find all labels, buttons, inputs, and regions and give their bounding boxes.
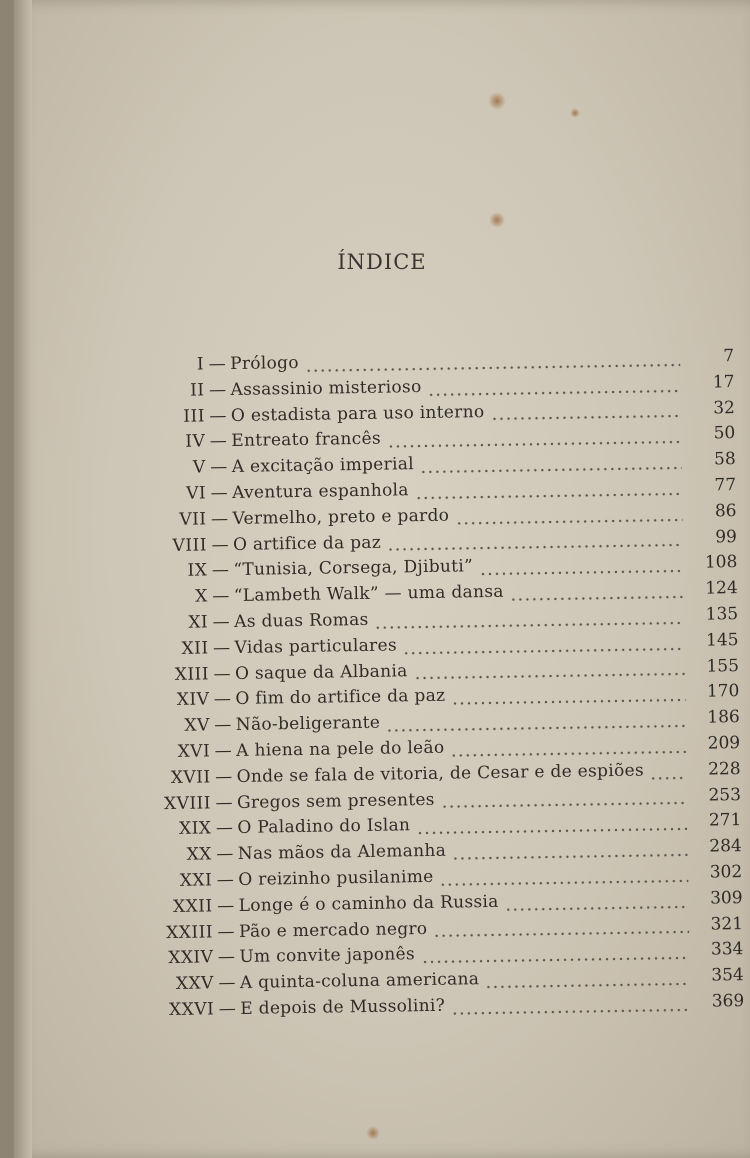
table-of-contents <box>104 346 744 1027</box>
page-number: 17 <box>712 371 735 393</box>
leader-dots <box>420 466 682 474</box>
separator-dash: — <box>211 560 230 581</box>
chapter-title: Entreato francês <box>231 429 382 452</box>
chapter-number: III <box>183 406 206 427</box>
chapter-title: A excitação imperial <box>231 454 415 478</box>
separator-dash: — <box>209 405 227 426</box>
chapter-title: As duas Romas <box>234 609 369 632</box>
separator-dash: — <box>217 921 235 942</box>
page-number: 145 <box>705 629 739 651</box>
chapter-number: V <box>192 457 206 478</box>
page-title: ÍNDICE <box>337 250 427 274</box>
separator-dash: — <box>217 947 236 968</box>
chapter-number: XVI <box>177 741 211 762</box>
leader-dots <box>451 1008 690 1016</box>
chapter-number: XXI <box>179 870 213 891</box>
page-number: 135 <box>705 604 739 625</box>
chapter-title: Gregos sem presentes <box>236 789 435 813</box>
chapter-number: XIV <box>176 689 210 711</box>
chapter-title: Onde se fala de vitoria, de Cesar e de espiões <box>236 760 645 787</box>
chapter-number: XVIII <box>163 792 212 814</box>
separator-dash: — <box>212 586 230 607</box>
chapter-title: Vidas particulares <box>234 635 398 658</box>
chapter-number: XXII <box>172 896 213 917</box>
leader-dots <box>451 698 685 706</box>
page-number: 124 <box>705 578 738 599</box>
separator-dash: — <box>210 508 229 530</box>
separator-dash: — <box>210 457 228 478</box>
page-number: 155 <box>706 655 740 677</box>
separator-dash: — <box>214 766 233 788</box>
leader-dots <box>440 879 689 887</box>
book-page <box>14 0 750 1158</box>
chapter-number: XXVI <box>168 999 215 1020</box>
page-number: 354 <box>711 965 744 986</box>
separator-dash: — <box>211 534 229 555</box>
page-number: 170 <box>706 681 740 702</box>
chapter-number: XXV <box>175 973 215 995</box>
chapter-number: IX <box>187 560 208 582</box>
leader-dots <box>375 621 685 630</box>
page-number: 228 <box>707 758 741 780</box>
chapter-number: VI <box>186 483 207 504</box>
separator-dash: — <box>218 998 236 1020</box>
leader-dots <box>428 389 681 397</box>
leader-dots <box>387 440 681 449</box>
page-number: 271 <box>708 810 742 831</box>
chapter-number: VII <box>179 509 207 530</box>
page-number: 284 <box>709 836 742 857</box>
chapter-title: Um convite japonês <box>239 944 416 968</box>
page-number: 32 <box>713 397 736 419</box>
leader-dots <box>491 414 682 421</box>
separator-dash: — <box>214 740 232 762</box>
leader-dots <box>421 956 689 964</box>
chapter-title: Longe é o caminho da Russia <box>238 891 499 916</box>
page-number: 58 <box>713 449 736 470</box>
page-number: 309 <box>709 887 743 909</box>
chapter-title: E depois de Mussolini? <box>240 995 446 1019</box>
separator-dash: — <box>216 869 234 891</box>
chapter-number: IV <box>185 431 206 453</box>
chapter-title: O Paladino do Islan <box>237 815 411 839</box>
leader-dots <box>505 904 689 911</box>
leader-dots <box>403 646 685 654</box>
chapter-number: XI <box>188 612 209 633</box>
separator-dash: — <box>215 818 234 839</box>
leader-dots <box>416 827 687 835</box>
page-number: 369 <box>711 990 745 1012</box>
separator-dash: — <box>213 663 231 684</box>
leader-dots <box>414 672 685 680</box>
chapter-title: O estadista para uso interno <box>230 401 485 426</box>
chapter-title: Nas mãos da Alemanha <box>237 840 447 865</box>
chapter-title: A quinta-coluna americana <box>239 969 480 994</box>
chapter-title: A hiena na pele do leão <box>236 737 445 761</box>
page-number: 186 <box>707 707 740 728</box>
chapter-number: XIII <box>174 663 210 685</box>
chapter-number: XII <box>181 638 209 659</box>
page-number: 7 <box>723 346 735 367</box>
chapter-number: VIII <box>172 534 208 556</box>
separator-dash: — <box>208 354 226 375</box>
page-number: 334 <box>710 939 744 960</box>
separator-dash: — <box>214 715 232 736</box>
chapter-number: I <box>196 354 205 375</box>
chapter-number: XXIII <box>166 921 214 943</box>
chapter-title: Aventura espanhola <box>232 480 409 503</box>
page-number: 209 <box>707 733 741 754</box>
leader-dots <box>305 363 680 373</box>
chapter-title: O reizinho pusilanime <box>238 866 434 890</box>
chapter-title: O fim do artifice da paz <box>235 686 446 710</box>
separator-dash: — <box>218 973 236 994</box>
chapter-number: XXIV <box>168 947 214 969</box>
stain-mark <box>570 108 580 118</box>
leader-dots <box>479 569 683 576</box>
leader-dots <box>433 930 689 938</box>
chapter-title: O saque da Albania <box>234 660 408 684</box>
chapter-title: Assassinio misterioso <box>230 376 422 400</box>
chapter-title: “Lambeth Walk” — uma dansa <box>233 581 504 607</box>
chapter-title: “Tunisia, Corsega, Djibuti” <box>233 556 474 581</box>
leader-dots <box>510 595 684 602</box>
chapter-number: XV <box>184 715 210 736</box>
page-number: 108 <box>704 552 738 573</box>
chapter-title: O artifice da paz <box>232 532 382 555</box>
leader-dots <box>650 775 687 780</box>
leader-dots <box>455 518 682 526</box>
chapter-number: XVII <box>170 767 211 788</box>
leader-dots <box>415 492 682 500</box>
chapter-title: Pão e mercado negro <box>238 918 428 942</box>
leader-dots <box>441 801 687 809</box>
page-number: 99 <box>715 526 738 547</box>
leader-dots <box>451 750 687 758</box>
leader-dots <box>485 982 690 989</box>
chapter-number: X <box>195 586 208 607</box>
leader-dots <box>387 543 683 552</box>
stain-mark <box>366 1126 380 1140</box>
page-edge <box>14 0 32 1158</box>
separator-dash: — <box>208 379 227 401</box>
chapter-number: II <box>189 380 205 401</box>
leader-dots <box>452 853 688 861</box>
chapter-title: Prólogo <box>229 352 299 375</box>
leader-dots <box>386 724 686 733</box>
chapter-number: XX <box>186 844 213 865</box>
separator-dash: — <box>212 637 231 659</box>
chapter-title: Não-beligerante <box>235 712 381 736</box>
page-number: 77 <box>714 475 737 496</box>
stain-mark <box>488 92 506 110</box>
page-number: 86 <box>714 500 737 522</box>
separator-dash: — <box>215 792 233 813</box>
separator-dash: — <box>216 844 234 865</box>
separator-dash: — <box>209 431 228 452</box>
page-number: 253 <box>708 784 742 806</box>
separator-dash: — <box>212 612 230 633</box>
separator-dash: — <box>210 483 228 504</box>
separator-dash: — <box>213 689 232 710</box>
page-number: 50 <box>713 423 736 444</box>
page-number: 302 <box>709 861 743 883</box>
chapter-number: XIX <box>178 818 212 840</box>
stain-mark <box>489 212 505 228</box>
separator-dash: — <box>216 895 235 917</box>
page-number: 321 <box>710 913 744 935</box>
chapter-title: Vermelho, preto e pardo <box>232 505 450 529</box>
